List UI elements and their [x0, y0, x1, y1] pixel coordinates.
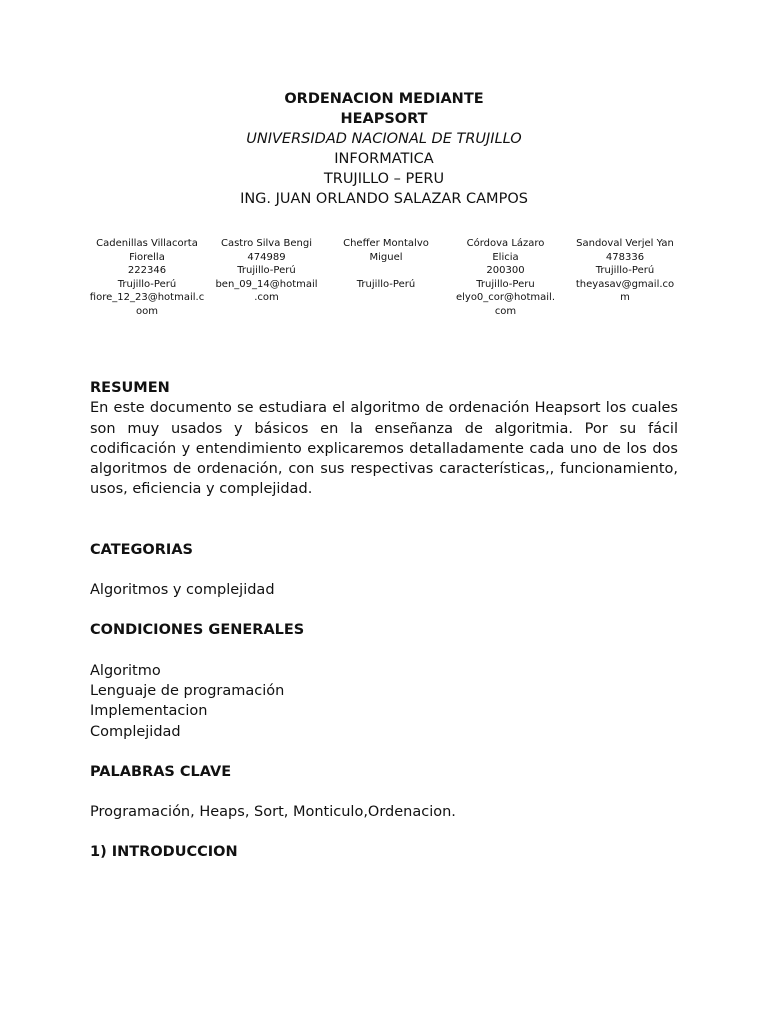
author-5-line: m — [620, 292, 630, 303]
authors-block — [88, 237, 684, 318]
resumen-heading: RESUMEN — [90, 380, 170, 396]
author-3-line: Cheffer Montalvo — [343, 238, 429, 249]
spacer — [90, 782, 678, 802]
categorias-text: Algoritmos y complejidad — [90, 582, 275, 599]
condiciones-item: Implementacion — [90, 703, 208, 720]
author-4-line: Córdova Lázaro — [466, 238, 545, 249]
palabras-clave-heading: PALABRAS CLAVE — [90, 763, 232, 780]
author-5-line: Sandoval Verjel Yan — [576, 238, 674, 249]
spacer — [90, 600, 678, 620]
author-3-line — [327, 264, 445, 278]
author-2 — [208, 237, 326, 318]
author-4-line: 200300 — [486, 265, 525, 276]
author-1-line: Cadenillas Villacorta — [96, 238, 198, 249]
spacer — [90, 560, 678, 580]
author-4-line: Elicia — [492, 251, 519, 263]
author-2-line: Castro Silva Bengi — [220, 238, 313, 249]
condiciones-item: Lenguaje de programación — [90, 682, 285, 699]
title-line-2: HEAPSORT — [340, 111, 428, 127]
author-4 — [447, 237, 565, 318]
categorias-heading: CATEGORIAS — [90, 541, 193, 558]
author-4-line: com — [494, 305, 517, 317]
author-1-line: 222346 — [127, 265, 167, 276]
department-name: INFORMATICA — [334, 151, 434, 167]
palabras-clave-text: Programación, Heaps, Sort, Monticulo,Ordenacion. — [90, 804, 456, 821]
professor-name: ING. JUAN ORLANDO SALAZAR CAMPOS — [240, 191, 528, 207]
spacer — [90, 822, 678, 842]
author-1-line: oom — [136, 305, 158, 317]
author-1 — [88, 237, 206, 318]
author-1-line: Trujillo-Perú — [117, 278, 177, 290]
author-2-line: Trujillo-Perú — [237, 265, 296, 276]
document-header — [0, 89, 768, 209]
author-5-line: 478336 — [605, 251, 645, 263]
spacer — [90, 641, 678, 661]
author-3 — [327, 237, 445, 318]
title-line-1: ORDENACION MEDIANTE — [284, 91, 484, 107]
resumen-text: En este documento se estudiara el algoritmo de ordenación Heapsort los cuales son muy usados y básicos en la enseñanza de algoritmia. Por su fácil codificación y entendimiento explicaremos detalladamente cada uno de los dos algoritmos de ordenación, con sus respectivas características,, funcionamiento, usos, eficiencia y complejidad. — [90, 400, 678, 498]
document-body — [90, 378, 678, 863]
author-1-line: fiore_12_23@hotmail.c — [89, 292, 205, 303]
author-4-line: Trujillo-Peru — [476, 278, 535, 290]
author-5-line: theyasav@gmail.co — [575, 278, 675, 290]
author-3-line: Trujillo-Perú — [356, 278, 416, 290]
condiciones-heading: CONDICIONES GENERALES — [90, 622, 305, 639]
author-5-line: Trujillo-Perú — [595, 265, 655, 276]
spacer — [90, 500, 678, 540]
author-3-line: Miguel — [369, 251, 403, 263]
author-2-line: 474989 — [247, 251, 286, 263]
introduccion-heading: 1) INTRODUCCION — [90, 844, 238, 861]
location-text: TRUJILLO – PERU — [323, 171, 445, 187]
spacer — [90, 742, 678, 762]
author-4-line: elyo0_cor@hotmail. — [455, 292, 556, 303]
condiciones-item: Complejidad — [90, 723, 181, 740]
condiciones-item: Algoritmo — [90, 662, 161, 679]
author-1-line: Fiorella — [129, 251, 165, 263]
author-5 — [566, 237, 684, 318]
author-2-line: .com — [254, 292, 279, 303]
author-2-line: ben_09_14@hotmail — [215, 278, 318, 290]
university-name: UNIVERSIDAD NACIONAL DE TRUJILLO — [246, 131, 522, 147]
